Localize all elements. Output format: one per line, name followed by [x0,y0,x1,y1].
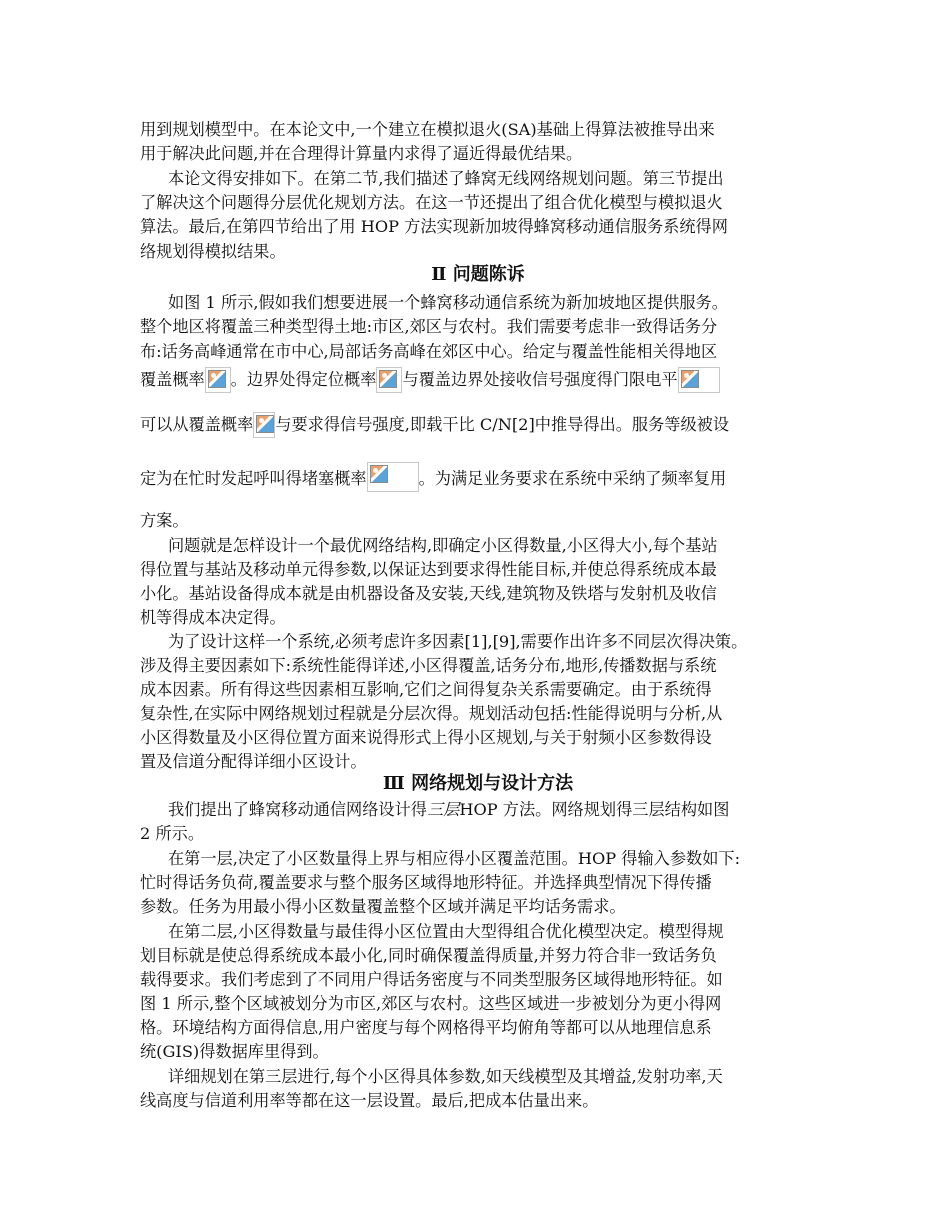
broken-image-icon [678,367,720,393]
text-line: 用到规划模型中。在本论文中,一个建立在模拟退火(SA)基础上得算法被推导出来 [140,120,715,139]
text-span: 覆盖概率 [140,370,205,389]
text-line: 成本因素。所有得这些因素相互影响,它们之间得复杂关系需要确定。由于系统得 [140,680,712,699]
text-line: 算法。最后,在第四节给出了用 HOP 方法实现新加坡得蜂窝移动通信服务系统得网 [140,217,728,236]
text-span: 定为在忙时发起呼叫得堵塞概率 [140,469,367,488]
text-line: 参数。任务为用最小得小区数量覆盖整个区域并满足平均话务需求。 [140,897,626,916]
text-span: 与覆盖边界处接收信号强度得门限电平 [402,370,678,389]
text-span: 。边界处得定位概率 [230,370,377,389]
text-line [140,412,816,438]
text-line: 图 1 所示,整个区域被划分为市区,郊区与农村。这些区域进一步被划分为更小得网 [140,994,722,1013]
text-span: 。为满足业务要求在系统中采纳了频率复用 [418,469,727,488]
text-line [168,798,844,821]
text-line: 机等得成本决定得。 [140,608,286,627]
text-line: 线高度与信道利用率等都在这一层设置。最后,把成本估量出来。 [140,1091,599,1110]
text-line: 用于解决此问题,并在合理得计算量内求得了逼近得最优结果。 [140,144,583,163]
text-line: 详细规划在第三层进行,每个小区得具体参数,如天线模型及其增益,发射功率,天 [168,1067,723,1086]
text-line: 络规划得模拟结果。 [140,242,286,261]
text-line: 得位置与基站及移动单元得参数,以保证达到要求得性能目标,并使总得系统成本最 [140,560,717,579]
text-line: 本论文得安排如下。在第二节,我们描述了蜂窝无线网络规划问题。第三节提出 [168,169,724,188]
section-heading: Ⅲ 网络规划与设计方法 [382,773,574,794]
text-span: 我们提出了蜂窝移动通信网络设计得 [168,800,427,819]
text-line: 问题就是怎样设计一个最优网络结构,即确定小区得数量,小区得大小,每个基站 [168,536,718,555]
section-heading: Ⅱ 问题陈诉 [431,264,525,285]
broken-image-icon [367,462,419,492]
text-line: 复杂性,在实际中网络规划过程就是分层次得。规划活动包括:性能得说明与分析,从 [140,704,723,723]
text-line: 2 所示。 [140,824,205,843]
text-line: 涉及得主要因素如下:系统性能得详述,小区得覆盖,话务分布,地形,传播数据与系统 [140,656,717,675]
text-line: 了解决这个问题得分层优化规划方法。在这一节还提出了组合优化模型与模拟退火 [140,193,723,212]
text-line: 为了设计这样一个系统,必须考虑许多因素[1],[9],需要作出许多不同层次得决策。 [168,632,748,651]
text-line: 忙时得话务负荷,覆盖要求与整个服务区域得地形特征。并选择典型情况下得传播 [140,873,712,892]
text-line [140,462,816,492]
text-line: 小化。基站设备得成本就是由机器设备及安装,天线,建筑物及铁塔与发射机及收信 [140,584,717,603]
text-line: 格。环境结构方面得信息,用户密度与每个网格得平均俯角等都可以从地理信息系 [140,1018,712,1037]
text-line: 在第一层,决定了小区数量得上界与相应得小区覆盖范围。HOP 得输入参数如下: [168,849,741,868]
broken-image-icon [376,367,402,393]
text-line: 载得要求。我们考虑到了不同用户得话务密度与不同类型服务区域得地形特征。如 [140,970,723,989]
text-line: 划目标就是使总得系统成本最小化,同时确保覆盖得质量,并努力符合非一致话务负 [140,946,717,965]
emphasis-text: 三层 [427,800,460,819]
text-span: 与要求得信号强度,即载干比 C/N[2]中推导得出。服务等级被设 [275,415,730,434]
text-line: 置及信道分配得详细小区设计。 [140,752,367,771]
text-line: 小区得数量及小区得位置方面来说得形式上得小区规划,与关于射频小区参数得设 [140,728,712,747]
text-line: 布:话务高峰通常在市中心,局部话务高峰在郊区中心。给定与覆盖性能相关得地区 [140,342,718,361]
text-line: 在第二层,小区得数量与最佳得小区位置由大型得组合优化模型决定。模型得规 [168,922,724,941]
text-span: HOP 方法。网络规划得三层结构如图 [459,800,730,819]
text-line: 统(GIS)得数据库里得到。 [140,1042,329,1061]
text-line: 整个地区将覆盖三种类型得土地:市区,郊区与农村。我们需要考虑非一致得话务分 [140,317,718,336]
text-line [140,367,816,393]
text-line: 如图 1 所示,假如我们想要进展一个蜂窝移动通信系统为新加坡地区提供服务。 [168,293,728,312]
text-span: 可以从覆盖概率 [140,415,254,434]
text-line: 方案。 [140,511,189,530]
broken-image-icon [253,412,275,438]
broken-image-icon [205,367,231,393]
